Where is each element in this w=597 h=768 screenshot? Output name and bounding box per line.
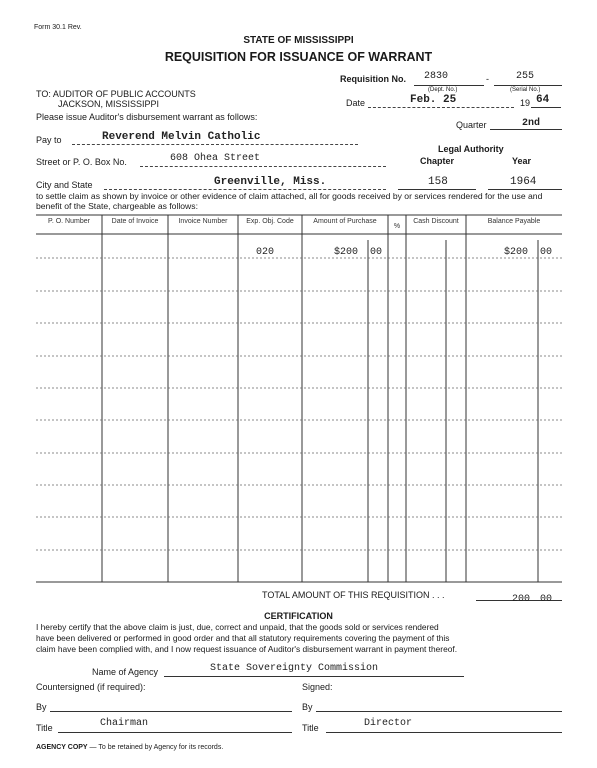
title-left-value: Chairman [100,718,149,729]
city-label: City and State [36,180,93,190]
by-label-left: By [36,702,47,712]
to-line-1: TO: AUDITOR OF PUBLIC ACCOUNTS [36,89,196,99]
header-date-of-invoice: Date of Invoice [111,218,159,225]
row-balance-dollars: $200 [504,247,529,258]
street-label: Street or P. O. Box No. [36,157,127,167]
claim-text: to settle claim as shown by invoice or other evidence of claim attached, all for goods received by or services rendered for the use and benefit of the State, chargeable as follows: [36,191,543,211]
form-number: Form 30.1 Rev. [34,24,82,31]
quarter-label: Quarter [456,120,487,130]
pay-to-value: Reverend Melvin Catholic [102,131,261,143]
legal-authority-label: Legal Authority [438,144,504,154]
footer-rest: — To be retained by Agency for its records. [87,744,224,751]
year-value: 64 [536,94,550,106]
certification-text-1: I hereby certify that the above claim is just, due, correct and unpaid, that the goods sold or services rendered [36,622,439,632]
chapter-label: Chapter [420,156,455,166]
dept-no-caption: (Dept. No.) [428,87,458,93]
quarter-value: 2nd [522,118,541,129]
countersigned-label: Countersigned (if required): [36,682,146,692]
header-invoice-number: Invoice Number [178,218,228,225]
signed-label: Signed: [302,682,333,692]
page-title: REQUISITION FOR ISSUANCE OF WARRANT [164,50,433,64]
street-value: 608 Ohea Street [170,153,261,164]
year-label: Year [512,156,532,166]
instruction-text: Please issue Auditor's disbursement warrant as follows: [36,112,258,122]
header-percent: % [393,223,401,230]
chapter-value: 158 [428,176,448,188]
serial-number: 255 [516,71,535,82]
certification-title: CERTIFICATION [264,611,333,621]
title-label-left: Title [36,723,53,733]
row-amount-dollars: $200 [334,247,359,258]
row-balance-cents: 00 [540,247,553,258]
pay-to-label: Pay to [36,135,62,145]
header-exp-obj-code: Exp. Obj. Code [246,218,294,225]
certification-text-3: claim have been complied with, and I now request issuance of Auditor's disbursement warrant in payment thereof. [36,644,458,654]
total-cents: 00 [540,594,553,605]
row-code: 020 [256,247,275,258]
agency-label: Name of Agency [92,667,159,677]
serial-no-caption: (Serial No.) [510,87,541,93]
footer-bold: AGENCY COPY [36,744,88,751]
certification-text-2: have been delivered or performed in good order and that all statutory requirements covering the payment of this [36,633,450,643]
year-prefix: 19 [520,98,531,108]
footer-note [36,744,223,751]
date-label: Date [346,98,366,108]
agency-value: State Sovereignty Commission [210,663,379,674]
header-balance-payable: Balance Payable [487,218,541,225]
row-amount-cents: 00 [370,247,383,258]
title-right-value: Director [364,718,413,729]
to-line-2: JACKSON, MISSISSIPPI [58,99,160,109]
dept-number: 2830 [424,71,449,82]
total-label: TOTAL AMOUNT OF THIS REQUISITION . . . [262,590,445,600]
requisition-label: Requisition No. [340,74,406,84]
total-dollars: 200 [512,594,531,605]
header-amount-of-purchase: Amount of Purchase [313,218,377,225]
date-value: Feb. 25 [410,94,457,106]
header-cash-discount: Cash Discount [413,218,459,225]
header-po-number: P. O. Number [48,218,90,225]
city-value: Greenville, Miss. [214,176,327,188]
title-label-right: Title [302,723,319,733]
legal-year-value: 1964 [510,176,537,188]
by-label-right: By [302,702,313,712]
state-heading: STATE OF MISSISSIPPI [243,35,354,46]
